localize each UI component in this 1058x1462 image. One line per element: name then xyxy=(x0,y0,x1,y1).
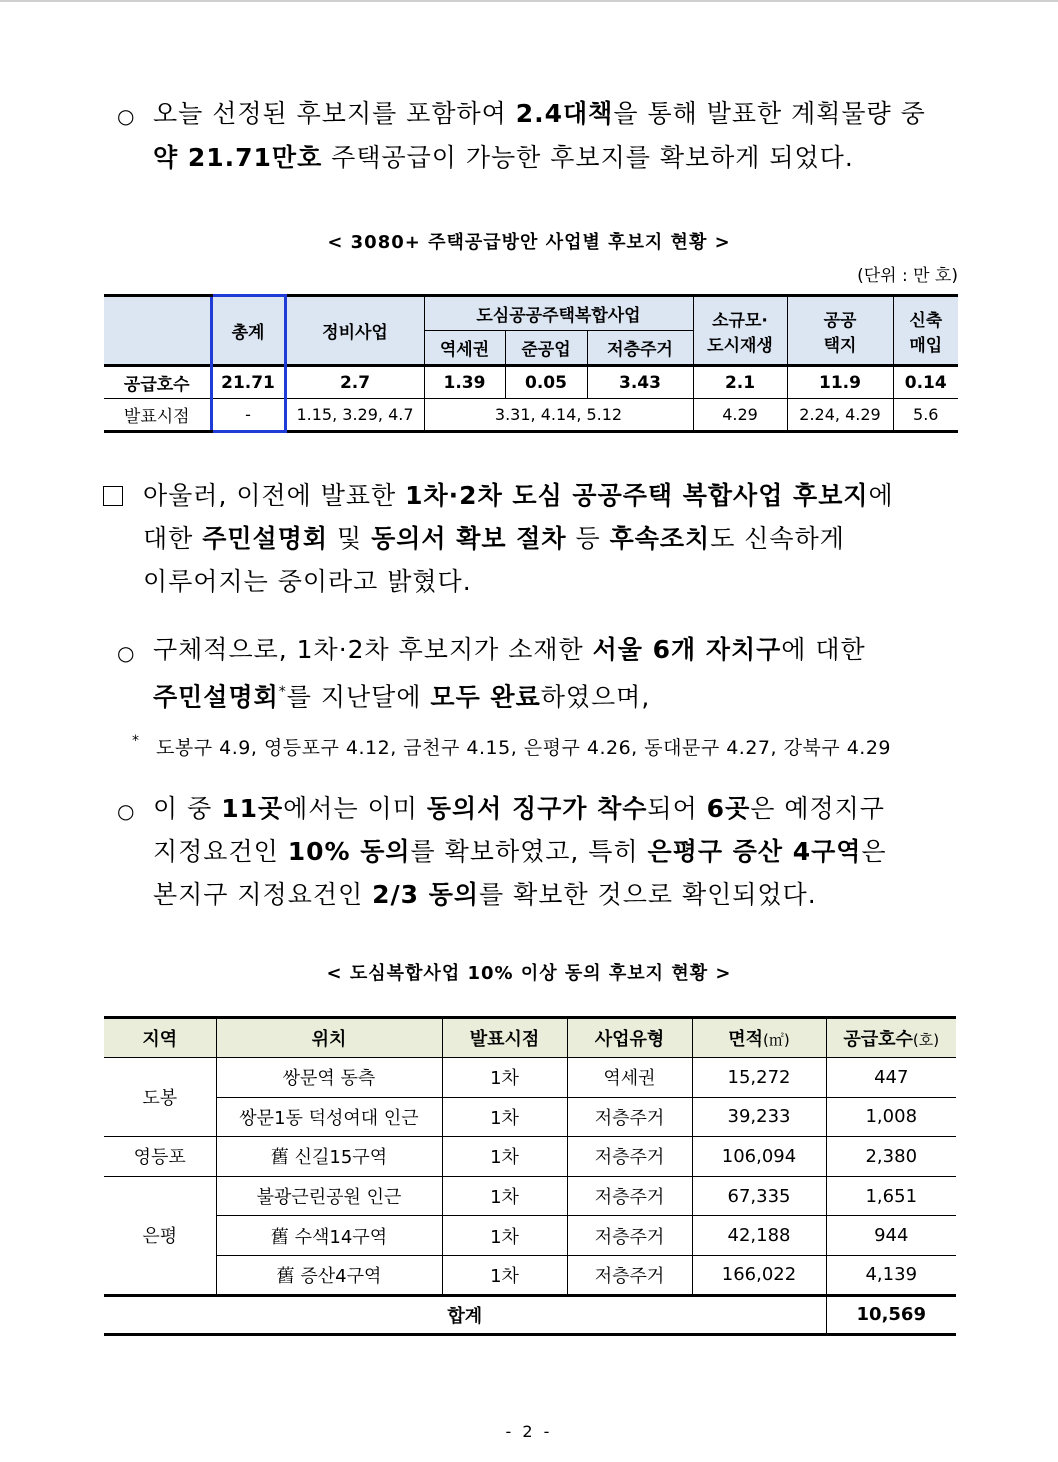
text: 대한 xyxy=(143,524,203,553)
emphasis: 2/3 동의 xyxy=(372,880,480,909)
checkbox-bullet xyxy=(103,486,123,506)
paragraph-2-line-2 xyxy=(143,517,958,560)
header-location: 위치 xyxy=(216,1018,442,1058)
emphasis: 주민설명회 xyxy=(202,524,329,553)
announce: 1차 xyxy=(442,1176,567,1216)
paragraph-3-line-1 xyxy=(153,628,958,671)
text: 에서는 이미 xyxy=(283,794,427,823)
consent-table xyxy=(104,1016,956,1336)
announce: 1차 xyxy=(442,1097,567,1137)
header-new xyxy=(893,296,958,366)
supply-semi-industrial: 0.05 xyxy=(505,366,587,399)
header-public-line2: 택지 xyxy=(823,335,857,356)
supply: 1,008 xyxy=(826,1097,956,1137)
text: 및 xyxy=(328,524,372,553)
text: 에 xyxy=(868,481,894,510)
paragraph-1-line-2 xyxy=(153,136,958,179)
total-value: 10,569 xyxy=(826,1295,956,1335)
header-area-unit: (㎡) xyxy=(763,1031,790,1049)
text: 주택공급이 가능한 후보지를 확보하게 되었다. xyxy=(322,143,854,172)
text: 되어 xyxy=(647,794,707,823)
type: 저층주거 xyxy=(567,1137,692,1177)
header-region: 지역 xyxy=(104,1018,216,1058)
text: 오늘 선정된 후보지를 포함하여 xyxy=(153,99,516,128)
text: 지정요건인 xyxy=(153,837,288,866)
header-blank xyxy=(104,296,211,366)
area: 15,272 xyxy=(692,1058,826,1098)
supply-total: 21.71 xyxy=(211,366,285,399)
table-row xyxy=(104,1176,956,1216)
table-1-caption: < 3080+ 주택공급방안 사업별 후보지 현황 > xyxy=(327,232,731,253)
paragraph-2-line-3: 이루어지는 중이라고 밝혔다. xyxy=(143,567,472,596)
text: 본지구 지정요건인 xyxy=(153,880,373,909)
row-label-supply: 공급호수 xyxy=(104,366,211,399)
date-urban: 3.31, 4.14, 5.12 xyxy=(424,399,693,432)
area: 42,188 xyxy=(692,1216,826,1256)
footnote-text: 도봉구 4.9, 영등포구 4.12, 금천구 4.15, 은평구 4.26, 동대문구 4.27, 강북구 4.29 xyxy=(156,737,892,759)
type: 저층주거 xyxy=(567,1097,692,1137)
header-supply xyxy=(826,1018,956,1058)
emphasis: 동의서 징구가 착수 xyxy=(426,794,648,823)
header-new-line1: 신축 xyxy=(909,310,943,331)
date-public: 2.24, 4.29 xyxy=(787,399,893,432)
text: 이 중 xyxy=(153,794,222,823)
supply: 4,139 xyxy=(826,1255,956,1295)
type: 저층주거 xyxy=(567,1176,692,1216)
paragraph-2-line-1 xyxy=(143,474,958,517)
emphasis: 11곳 xyxy=(221,794,284,823)
header-public xyxy=(787,296,893,366)
footnote-star: * xyxy=(132,733,140,749)
text: 하였으며, xyxy=(540,682,651,712)
supply-table xyxy=(104,294,958,433)
table-2-caption: < 도심복합사업 10% 이상 동의 후보지 현황 > xyxy=(326,963,732,984)
row-label-date: 발표시점 xyxy=(104,399,211,432)
emphasis: 모두 완료 xyxy=(430,682,541,712)
paragraph-4-line-3 xyxy=(153,873,958,916)
header-semi-industrial: 준공업 xyxy=(505,331,587,366)
text: 은 xyxy=(861,837,887,866)
paragraph-1-line-1 xyxy=(153,92,958,135)
header-station: 역세권 xyxy=(424,331,505,366)
text: 에 대한 xyxy=(781,635,866,664)
supply: 944 xyxy=(826,1216,956,1256)
region-dobong: 도봉 xyxy=(104,1058,216,1137)
header-small-line1: 소규모· xyxy=(712,310,768,331)
announce: 1차 xyxy=(442,1216,567,1256)
type: 저층주거 xyxy=(567,1255,692,1295)
region-yeongdeungpo: 영등포 xyxy=(104,1137,216,1177)
emphasis: 2.4대책 xyxy=(515,99,614,128)
table-row xyxy=(104,1097,956,1137)
text: 를 지난달에 xyxy=(286,682,431,712)
page-number: - 2 - xyxy=(505,1422,553,1441)
paragraph-4-line-1 xyxy=(153,787,958,830)
supply: 2,380 xyxy=(826,1137,956,1177)
header-redevelop: 정비사업 xyxy=(285,296,424,366)
supply-redevelop: 2.7 xyxy=(285,366,424,399)
area: 166,022 xyxy=(692,1255,826,1295)
supply-station: 1.39 xyxy=(424,366,505,399)
table-row xyxy=(104,1137,956,1177)
header-small xyxy=(693,296,787,366)
table-1-unit: (단위 : 만 호) xyxy=(857,266,958,286)
emphasis: 주민설명회 xyxy=(153,682,279,712)
emphasis: 6곳 xyxy=(706,794,751,823)
emphasis: 10% 동의 xyxy=(287,837,411,866)
bullet-circle: ○ xyxy=(117,799,135,823)
header-public-line1: 공공 xyxy=(823,310,857,331)
text: 구체적으로, 1차·2차 후보지가 소재한 xyxy=(153,635,593,664)
supply: 447 xyxy=(826,1058,956,1098)
text: 도 신속하게 xyxy=(710,524,845,553)
header-announce: 발표시점 xyxy=(442,1018,567,1058)
footnote xyxy=(132,733,891,760)
date-new: 5.6 xyxy=(893,399,958,432)
text: 은 예정지구 xyxy=(750,794,885,823)
date-redevelop: 1.15, 3.29, 4.7 xyxy=(285,399,424,432)
bullet-circle: ○ xyxy=(117,104,135,128)
text: 를 확보하였고, 특히 xyxy=(410,837,648,866)
footnote-mark: * xyxy=(278,684,287,700)
supply-new: 0.14 xyxy=(893,366,958,399)
date-total: - xyxy=(211,399,285,432)
header-supply-unit: (호) xyxy=(912,1031,940,1049)
paragraph-4-line-2 xyxy=(153,830,958,873)
bullet-circle: ○ xyxy=(117,641,135,665)
location: 쌍문역 동측 xyxy=(216,1058,442,1098)
table-row xyxy=(104,1216,956,1256)
emphasis: 동의서 확보 절차 xyxy=(371,524,567,553)
type: 역세권 xyxy=(567,1058,692,1098)
text: 아울러, 이전에 발표한 xyxy=(143,481,406,510)
text: 을 통해 발표한 계획물량 중 xyxy=(613,99,926,128)
total-row xyxy=(104,1295,956,1335)
table-row xyxy=(104,1058,956,1098)
paragraph-3-line-2 xyxy=(153,671,958,718)
header-type: 사업유형 xyxy=(567,1018,692,1058)
announce: 1차 xyxy=(442,1137,567,1177)
header-low-rise: 저층주거 xyxy=(587,331,693,366)
area: 106,094 xyxy=(692,1137,826,1177)
supply-public: 11.9 xyxy=(787,366,893,399)
top-border xyxy=(0,0,1058,2)
total-label: 합계 xyxy=(104,1295,826,1335)
table-row xyxy=(104,1255,956,1295)
type: 저층주거 xyxy=(567,1216,692,1256)
announce: 1차 xyxy=(442,1255,567,1295)
header-small-line2: 도시재생 xyxy=(707,335,773,356)
header-urban: 도심공공주택복합사업 xyxy=(424,296,693,331)
text: 등 xyxy=(566,524,610,553)
location: 舊 수색14구역 xyxy=(216,1216,442,1256)
emphasis: 서울 6개 자치구 xyxy=(592,635,782,664)
area: 39,233 xyxy=(692,1097,826,1137)
supply: 1,651 xyxy=(826,1176,956,1216)
header-supply-label: 공급호수 xyxy=(843,1029,913,1050)
header-new-line2: 매입 xyxy=(909,335,943,356)
header-area-label: 면적 xyxy=(728,1029,764,1050)
announce: 1차 xyxy=(442,1058,567,1098)
date-small: 4.29 xyxy=(693,399,787,432)
header-area xyxy=(692,1018,826,1058)
header-total: 총계 xyxy=(211,296,285,366)
supply-low-rise: 3.43 xyxy=(587,366,693,399)
location: 舊 증산4구역 xyxy=(216,1255,442,1295)
text: 를 확보한 것으로 확인되었다. xyxy=(479,880,817,909)
emphasis: 약 21.71만호 xyxy=(153,143,323,172)
supply-small: 2.1 xyxy=(693,366,787,399)
emphasis: 은평구 증산 4구역 xyxy=(647,837,862,866)
area: 67,335 xyxy=(692,1176,826,1216)
emphasis: 1차·2차 도심 공공주택 복합사업 후보지 xyxy=(405,481,869,510)
location: 쌍문1동 덕성여대 인근 xyxy=(216,1097,442,1137)
location: 舊 신길15구역 xyxy=(216,1137,442,1177)
region-eunpyeong: 은평 xyxy=(104,1176,216,1295)
location: 불광근린공원 인근 xyxy=(216,1176,442,1216)
emphasis: 후속조치 xyxy=(609,524,711,553)
